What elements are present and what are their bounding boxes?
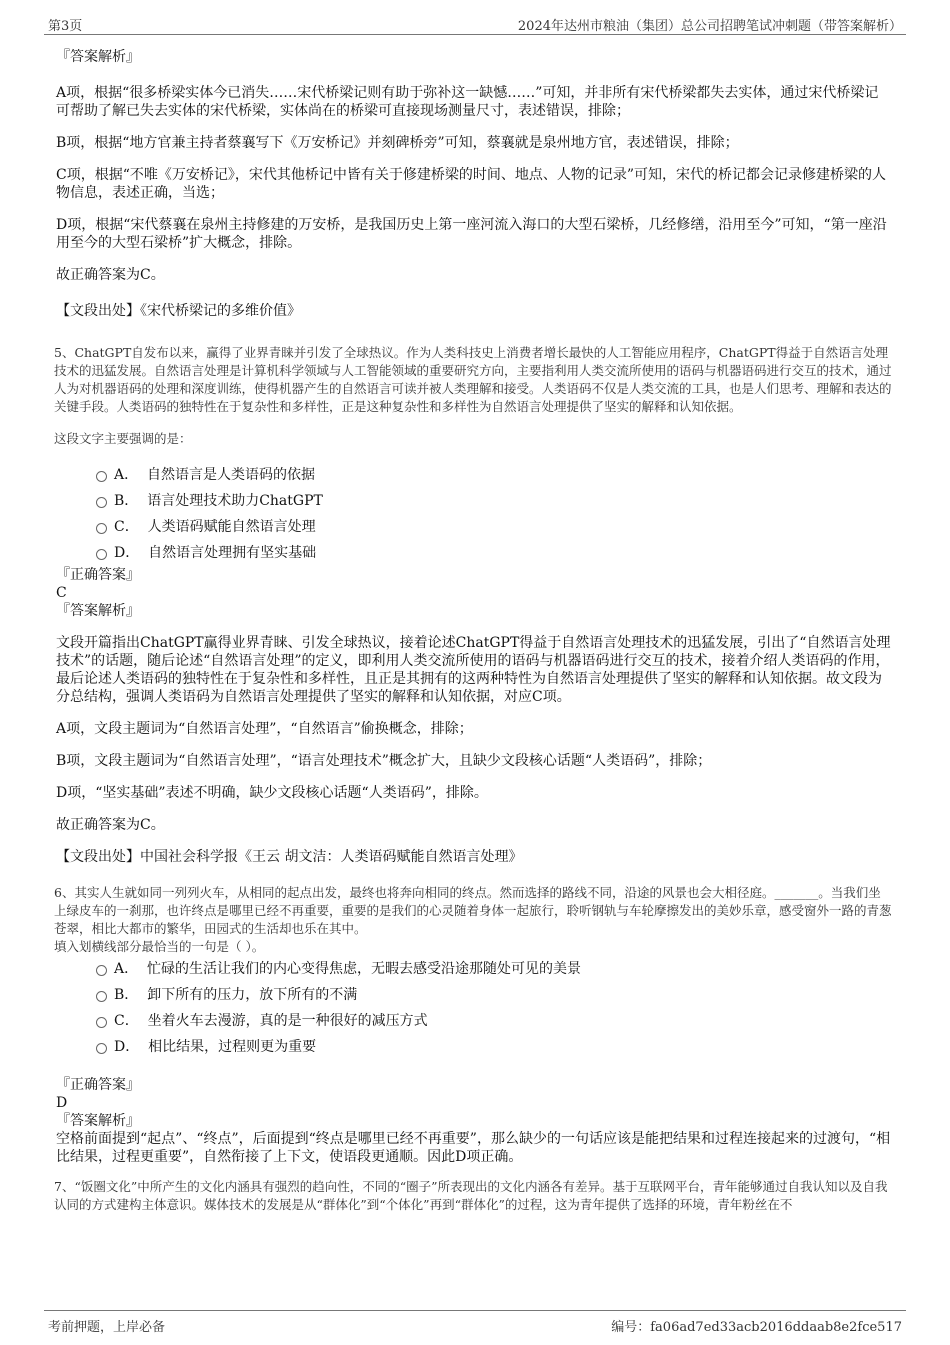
q6-stem: 6、其实人生就如同一列列火车，从相同的起点出发，最终也将奔向相同的终点。然而选择的路线不同，沿途的风景也会大相径庭。_______。当我们坐上绿皮车的一刹那，也许终点是哪里已经不再重要，重要的是我们的心灵随着身体一起旅行，聆听钢轨与车轮摩擦发出的美妙乐章，感受窗外一路的青葱苍翠，相比大都市的繁华，田园式的生活却也乐在其中。 [54,885,892,936]
q4-analysis-d: D项，根据“宋代蔡襄在泉州主持修建的万安桥，是我国历史上第一座河流入海口的大型石梁桥，几经修缮，沿用至今”可知，“第一座沿用至今的大型石梁桥”扩大概念，排除。 [56,217,887,251]
document-title: 2024年达州市粮油（集团）总公司招聘笔试冲刺题（带答案解析） [517,19,902,34]
q4-analysis-a: A项，根据“很多桥梁实体今已消失……宋代桥梁记则有助于弥补这一缺憾……”可知，并非所有宋代桥梁都失去实体，通过宋代桥梁记可帮助了解已失去实体的宋代桥梁，实体尚在的桥梁可直接现场测量尺寸，表述错误，排除； [56,85,879,119]
q5-answer: C [56,585,67,601]
q5-question: 这段文字主要强调的是： [54,431,192,446]
q6-options [56,956,892,1060]
q5-analysis-a: A项，文段主题词为“自然语言处理”，“自然语言”偷换概念，排除； [56,721,473,737]
q6-answer: D [56,1095,68,1111]
page-content [56,44,892,1214]
q6-option-a[interactable]: A． 忙碌的生活让我们的内心变得焦虑，无暇去感受沿途那随处可见的美景 [56,956,892,982]
q5-analysis-label: 『答案解析』 [56,603,140,619]
radio-icon[interactable] [96,549,107,560]
q6-question: 填入划横线部分最恰当的一句是（ ）。 [54,939,265,954]
q7-stem: 7、“饭圈文化”中所产生的文化内涵具有强烈的趋向性，不同的“圈子”所表现出的文化内涵各有差异。基于互联网平台，青年能够通过自我认知以及自我认同的方式建构主体意识。媒体技术的发展是从“群体化”到“个体化”再到“群体化”的过程，这为青年提供了选择的环境，青年粉丝在不 [54,1179,888,1212]
radio-icon[interactable] [96,1043,107,1054]
q5-analysis: 文段开篇指出ChatGPT赢得业界青睐、引发全球热议，接着论述ChatGPT得益于自然语言处理技术的迅猛发展，引出了“自然语言处理技术”的话题，随后论述“自然语言处理”的定义，即利用人类交流所使用的语码与机器语码进行交互的技术，接着介绍人类语码的作用，最后论述人类语码的独特性在于复杂性和多样性，且正是其拥有的这两种特性为自然语言处理提供了坚实的解释和认知依据。故文段为分总结构，强调人类语码为自然语言处理提供了坚实的解释和认知依据，对应C项。 [56,635,891,705]
q5-source: 【文段出处】中国社会科学报《王云 胡文洁：人类语码赋能自然语言处理》 [56,849,523,865]
q5-analysis-b: B项，文段主题词为“自然语言处理”，“语言处理技术”概念扩大，且缺少文段核心话题“人类语码”，排除； [56,753,712,769]
page-header [44,12,906,35]
radio-icon[interactable] [96,965,107,976]
radio-icon[interactable] [96,497,107,508]
q5-answer-label: 『正确答案』 [56,567,140,583]
q6-option-b[interactable]: B． 卸下所有的压力，放下所有的不满 [56,982,892,1008]
radio-icon[interactable] [96,1017,107,1028]
q4-analysis-b: B项，根据“地方官兼主持者蔡襄写下《万安桥记》并刻碑桥旁”可知，蔡襄就是泉州地方官，表述错误，排除； [56,135,739,151]
q6-option-d[interactable]: D． 相比结果，过程则更为重要 [56,1034,892,1060]
q4-source: 【文段出处】《宋代桥梁记的多维价值》 [56,303,301,319]
radio-icon[interactable] [96,471,107,482]
q4-conclusion: 故正确答案为C。 [56,267,165,283]
q5-option-d[interactable]: D． 自然语言处理拥有坚实基础 [56,540,892,566]
q5-options [56,462,892,566]
q5-stem: 5、ChatGPT自发布以来，赢得了业界青睐并引发了全球热议。作为人类科技史上消费者增长最快的人工智能应用程序，ChatGPT得益于自然语言处理技术的迅猛发展。自然语言处理是计算机科学领域与人工智能领域的重要研究方向，主要指利用人类交流所使用的语码与机器语码进行交互的技术，通过人为对机器语码的处理和深度训练，使得机器产生的自然语言可读并被人类理解和接受。人类语码不仅是人类交流的工具，也是人们思考、理解和表达的关键手段。人类语码的独特性在于复杂性和多样性，正是这种复杂性和多样性为自然语言处理提供了坚实的解释和认知依据。 [54,345,892,414]
q5-conclusion: 故正确答案为C。 [56,817,165,833]
q6-answer-label: 『正确答案』 [56,1077,140,1093]
q5-option-c[interactable]: C． 人类语码赋能自然语言处理 [56,514,892,540]
q5-analysis-d: D项，“坚实基础”表述不明确，缺少文段核心话题“人类语码”，排除。 [56,785,488,801]
document-id: 编号：fa06ad7ed33acb2016ddaab8e2fce517 [611,1320,902,1335]
q6-option-c[interactable]: C． 坐着火车去漫游，真的是一种很好的减压方式 [56,1008,892,1034]
page-footer [44,1310,906,1335]
radio-icon[interactable] [96,523,107,534]
footer-slogan: 考前押题，上岸必备 [48,1320,166,1335]
q4-analysis-label: 『答案解析』 [56,49,140,65]
q4-analysis-c: C项，根据“不唯《万安桥记》，宋代其他桥记中皆有关于修建桥梁的时间、地点、人物的记录”可知，宋代的桥记都会记录修建桥梁的人物信息，表述正确，当选； [56,167,887,201]
q6-analysis: 空格前面提到“起点”、“终点”，后面提到“终点是哪里已经不再重要”，那么缺少的一句话应该是能把结果和过程连接起来的过渡句，“相比结果，过程更重要”，自然衔接了上下文，使语段更通顺。因此D项正确。 [56,1131,891,1165]
q5-option-b[interactable]: B． 语言处理技术助力ChatGPT [56,488,892,514]
q6-analysis-label: 『答案解析』 [56,1113,140,1129]
page-number: 第3页 [48,19,83,34]
q5-option-a[interactable]: A． 自然语言是人类语码的依据 [56,462,892,488]
radio-icon[interactable] [96,991,107,1002]
